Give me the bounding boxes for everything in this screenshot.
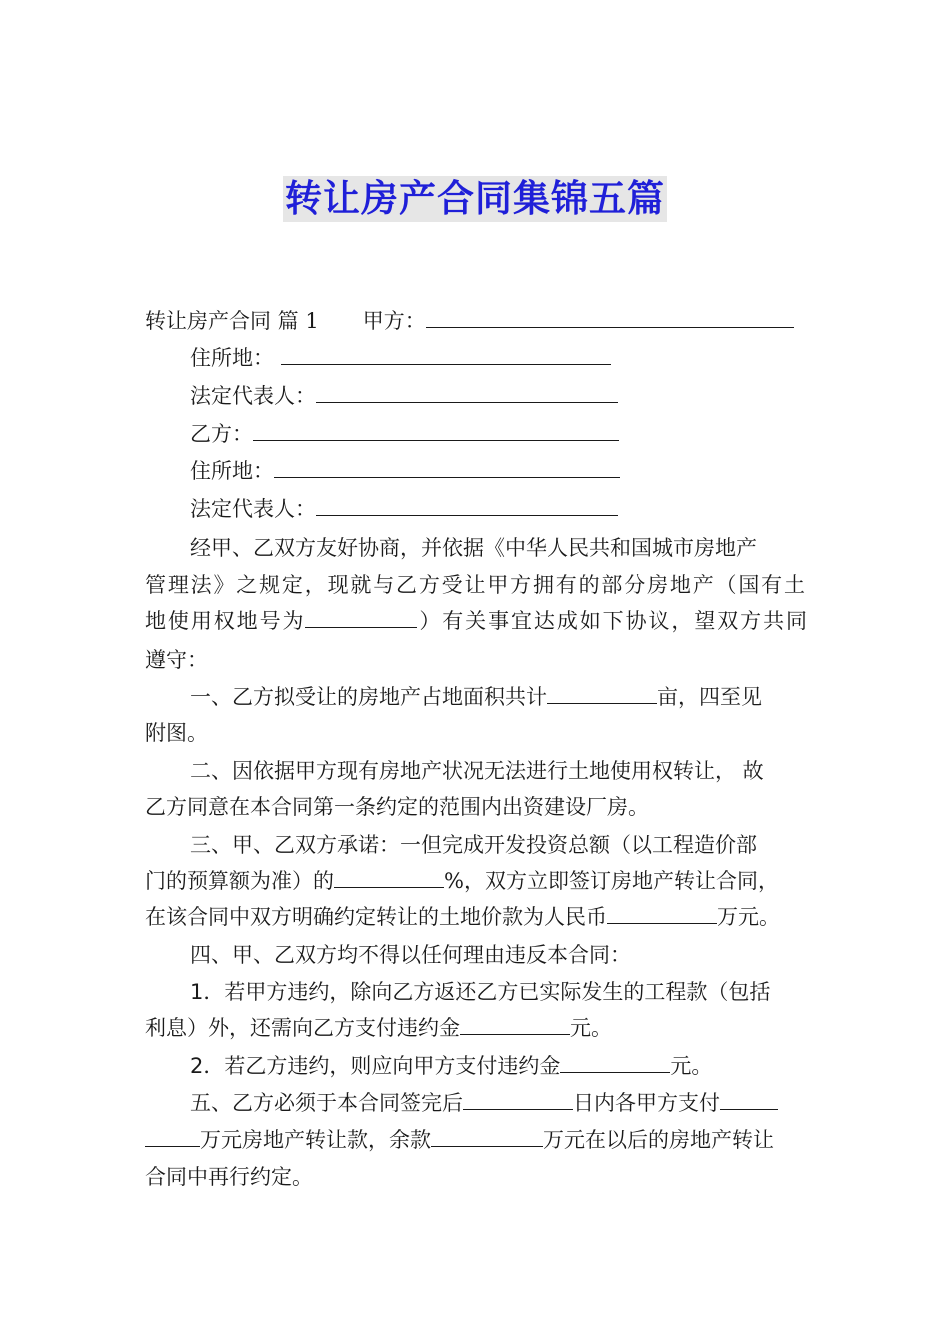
- rep2-blank[interactable]: [316, 495, 618, 516]
- section-label: 转让房产合同 篇 1: [145, 309, 319, 333]
- party-b-label: 乙方：: [190, 422, 253, 446]
- p2-line-2: 附图。: [145, 721, 208, 745]
- penalty-a-blank[interactable]: [460, 1014, 570, 1035]
- p3-line-1: 二、因依据甲方现有房地产状况无法进行土地使用权转让， 故: [190, 759, 764, 783]
- p4-line-2a: 门的预算额为准）的: [145, 869, 334, 893]
- days-blank[interactable]: [463, 1089, 573, 1110]
- p1-line-4: 遵守：: [145, 648, 208, 672]
- p6-line-1-text: 若甲方违约，除向乙方返还乙方已实际发生的工程款（包括: [224, 980, 771, 1004]
- rep2-label: 法定代表人：: [190, 497, 316, 521]
- balance-blank[interactable]: [431, 1126, 543, 1147]
- p4-line-3b: 万元。: [717, 905, 780, 929]
- p1-line-3b: ）有关事宜达成如下协议，望双方共同: [417, 609, 808, 633]
- party-a-label: 甲方：: [362, 309, 426, 333]
- p8-line-2b: 万元在以后的房地产转让: [543, 1128, 774, 1152]
- rep1-label: 法定代表人：: [190, 384, 316, 408]
- address1-line: [190, 344, 860, 372]
- party-b-line: [190, 420, 860, 448]
- penalty-b-blank[interactable]: [560, 1052, 670, 1073]
- p4-line-3: [145, 903, 815, 931]
- area-blank[interactable]: [547, 683, 657, 704]
- rep1-line: [190, 382, 860, 410]
- percent-blank[interactable]: [334, 867, 444, 888]
- p4-line-2: [145, 867, 815, 895]
- p8-line-2: [145, 1126, 815, 1154]
- land-number-blank[interactable]: [305, 607, 417, 628]
- document-title: 转让房产合同集锦五篇: [285, 177, 665, 220]
- address2-label: 住所地：: [190, 459, 274, 483]
- price-blank[interactable]: [607, 903, 717, 924]
- p7-number: 2．: [190, 1054, 225, 1078]
- rep1-blank[interactable]: [316, 382, 618, 403]
- address1-label: 住所地：: [190, 346, 274, 370]
- header-line: [145, 307, 815, 335]
- p4-line-3a: 在该合同中双方明确约定转让的土地价款为人民币: [145, 905, 607, 929]
- address2-line: [190, 457, 860, 485]
- p8-line-1b: 日内各甲方支付: [573, 1091, 720, 1115]
- p6-number: 1．: [190, 980, 225, 1004]
- p2-line-1: [190, 683, 808, 711]
- p2-line-1a: 一、乙方拟受让的房地产占地面积共计: [190, 685, 547, 709]
- p7-line-1: [190, 1052, 860, 1080]
- payment-blank-b[interactable]: [145, 1126, 200, 1147]
- p7-line-1b: 元。: [670, 1054, 713, 1078]
- p1-line-1: 经甲、乙双方友好协商，并依据《中华人民共和国城市房地产: [190, 536, 757, 560]
- address2-blank[interactable]: [274, 457, 620, 478]
- p6-line-2a: 利息）外，还需向乙方支付违约金: [145, 1016, 460, 1040]
- p6-line-1: [190, 978, 808, 1006]
- p4-line-2b: %，双方立即签订房地产转让合同，: [444, 869, 779, 893]
- p5-line-1: 四、甲、乙双方均不得以任何理由违反本合同：: [190, 943, 631, 967]
- p3-line-2: 乙方同意在本合同第一条约定的范围内出资建设厂房。: [145, 795, 649, 819]
- p6-line-2: [145, 1014, 815, 1042]
- p7-line-1a: 若乙方违约，则应向甲方支付违约金: [224, 1054, 561, 1078]
- payment-blank-a[interactable]: [720, 1089, 778, 1110]
- p8-line-2a: 万元房地产转让款，余款: [200, 1128, 431, 1152]
- p2-line-1b: 亩，四至见: [657, 685, 762, 709]
- party-b-blank[interactable]: [253, 420, 619, 441]
- p1-line-3: [145, 607, 807, 635]
- p1-line-3a: 地使用权地号为: [145, 609, 306, 633]
- p8-line-1a: 五、乙方必须于本合同签完后: [190, 1091, 463, 1115]
- rep2-line: [190, 495, 860, 523]
- p8-line-3: 合同中再行约定。: [145, 1165, 313, 1189]
- p4-line-1: 三、甲、乙双方承诺：一但完成开发投资总额（以工程造价部: [190, 833, 757, 857]
- p1-line-2: 管理法》之规定，现就与乙方受让甲方拥有的部分房地产（国有土: [145, 573, 805, 597]
- p8-line-1: [190, 1089, 860, 1117]
- address1-blank[interactable]: [281, 344, 611, 365]
- title-container: [0, 176, 950, 222]
- p6-line-2b: 元。: [570, 1016, 612, 1040]
- party-a-blank[interactable]: [426, 307, 794, 328]
